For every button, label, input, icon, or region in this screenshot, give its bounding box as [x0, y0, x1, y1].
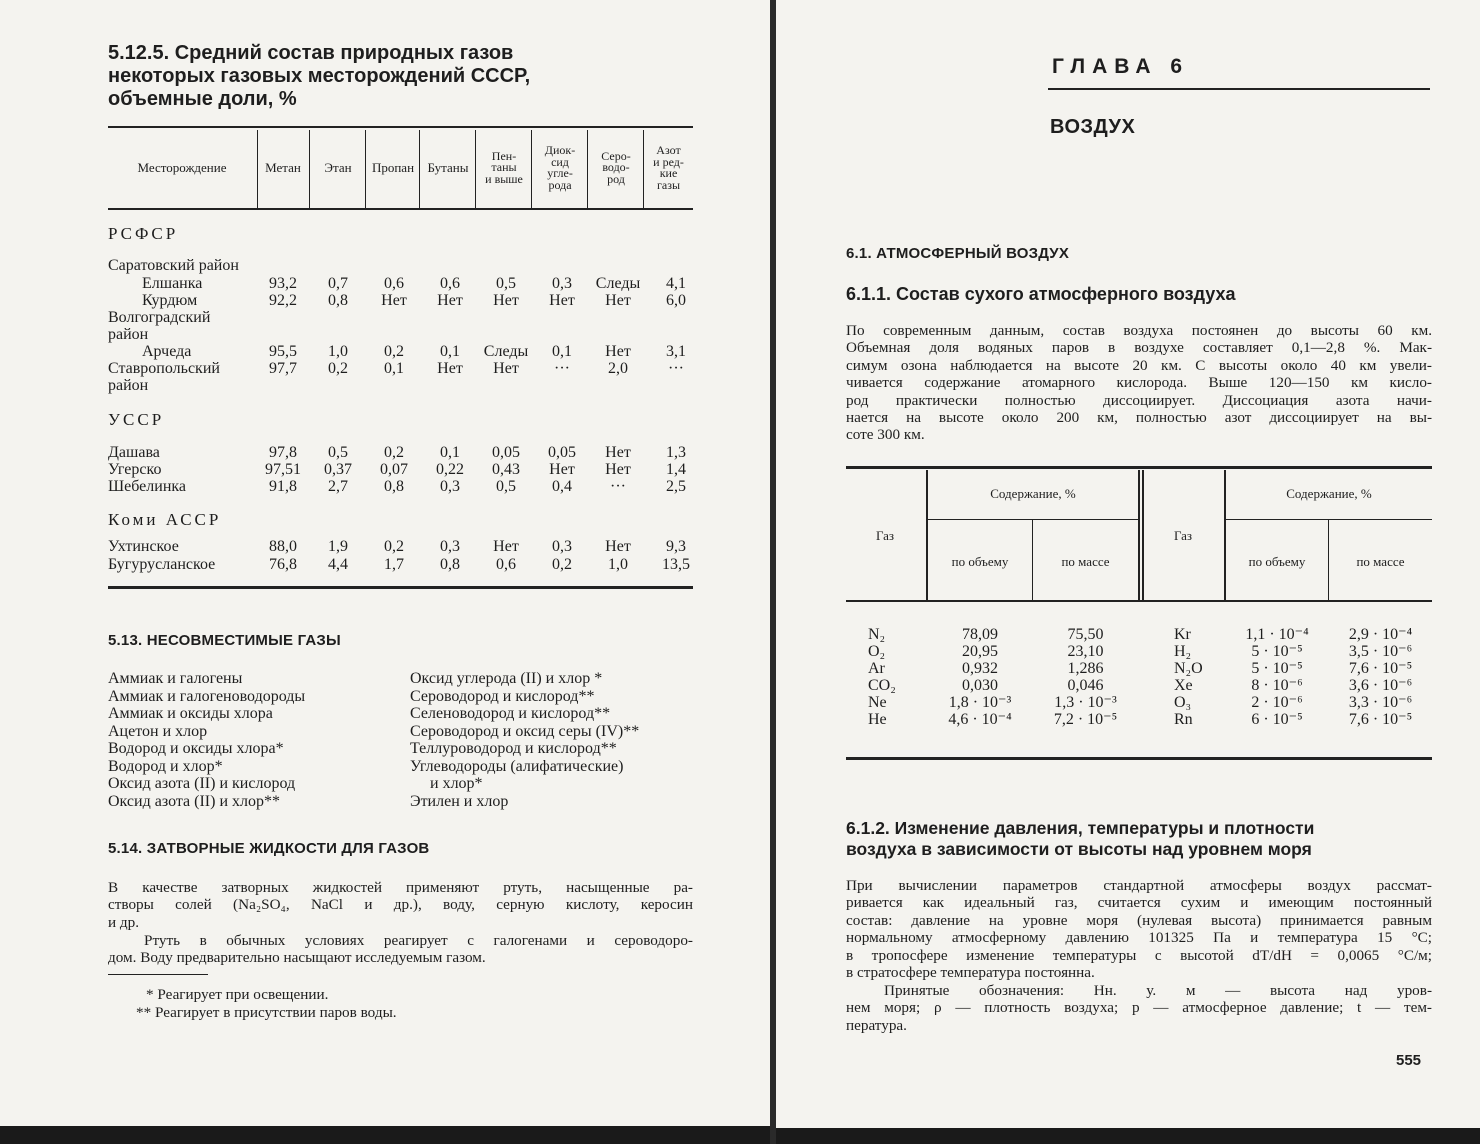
air-table-bottom-rule	[846, 757, 1432, 760]
table-cell: 0,3	[552, 275, 572, 292]
table-cell: 2,0	[608, 360, 628, 377]
list-item: Водород и хлор*	[108, 757, 223, 775]
volume-value: 2 · 10⁻⁶	[1251, 694, 1303, 711]
gas-formula: Kr	[1174, 626, 1191, 643]
paragraph-line: симум озона наблюдается на высоте 20 км. С высоты около 40 км увели-	[846, 356, 1432, 374]
heading-line: 5.12.5. Средний состав природных газов	[108, 42, 514, 64]
table-cell: Следы	[595, 275, 641, 292]
table-row	[0, 326, 700, 343]
mass-value: 3,5 · 10⁻⁶	[1348, 643, 1413, 660]
air-table-subrule	[1226, 519, 1432, 520]
table-header-cell: Азот и ред- кие газы	[653, 143, 684, 192]
paragraph-line: соте 300 км.	[846, 426, 925, 444]
volume-value: 78,09	[962, 626, 998, 643]
paragraph-line: дом. Воду предварительно насыщают исследуемым газом.	[108, 949, 486, 967]
table-cell: 97,51	[265, 461, 301, 478]
paragraph-line: состав: давление на уровне моря (нулевая высота) принимается равным	[846, 911, 1432, 929]
table-cell: Нет	[605, 343, 631, 360]
row-name: Саратовский район	[108, 257, 239, 274]
row-name: район	[108, 326, 149, 343]
gas-formula: Ar	[868, 660, 885, 677]
air-table-row	[776, 626, 1476, 643]
air-table-row	[776, 677, 1476, 694]
gas-formula: N₂	[868, 626, 886, 643]
heading-line: объемные доли, %	[108, 88, 297, 110]
table-cell: 0,3	[552, 538, 572, 555]
table-cell: 0,5	[496, 478, 516, 495]
table-header-cell: Месторождение	[137, 160, 227, 176]
right-page	[776, 0, 1480, 1128]
table-row	[0, 478, 700, 495]
air-table-top-rule	[846, 466, 1432, 469]
volume-value: 5 · 10⁻⁵	[1251, 660, 1303, 677]
table-top-rule	[108, 126, 693, 128]
table-cell: 95,5	[269, 343, 297, 360]
gas-formula: Ne	[868, 694, 887, 711]
paragraph-line: чивается содержание атомарного кислорода. Выше 120—150 км кисло-	[846, 374, 1432, 392]
row-name: Курдюм	[142, 292, 198, 309]
table-cell: 0,8	[328, 292, 348, 309]
table-cell: 0,3	[440, 538, 460, 555]
mass-value: 7,2 · 10⁻⁵	[1053, 711, 1118, 728]
row-name: Волгоградский	[108, 309, 211, 326]
table-cell: 2,7	[328, 478, 348, 495]
table-cell: Нет	[605, 292, 631, 309]
region-heading: Коми АССР	[108, 510, 222, 529]
table-cell: 1,0	[608, 556, 628, 573]
table-row	[0, 275, 700, 292]
table-cell: 2,5	[666, 478, 686, 495]
list-item: Ацетон и хлор	[108, 722, 208, 740]
mass-value: 1,286	[1067, 660, 1104, 677]
gas-formula: Rn	[1174, 711, 1193, 728]
row-name: Бугурусланское	[108, 556, 216, 573]
table-cell: 0,6	[496, 556, 516, 573]
table-cell: Нет	[381, 292, 407, 309]
table-cell: 93,2	[269, 275, 297, 292]
incompatible-list-right	[410, 670, 700, 810]
table-cell: 88,0	[269, 538, 297, 555]
table-cell: 0,5	[496, 275, 516, 292]
mass-value: 23,10	[1067, 643, 1104, 660]
list-item: Оксид азота (II) и хлор**	[108, 792, 280, 810]
footnote-2: ** Реагирует в присутствии паров воды.	[136, 1004, 397, 1021]
list-item: Аммиак и галогеноводороды	[108, 687, 306, 705]
table-cell: 0,1	[384, 360, 404, 377]
table-row	[0, 257, 700, 274]
chapter-label: ГЛАВА 6	[1052, 55, 1190, 78]
footnote-rule	[108, 974, 208, 975]
paragraph-line: Ртуть в обычных условиях реагирует с галогенами и сероводоро-	[144, 932, 693, 949]
table-cell: Нет	[493, 292, 519, 309]
table-row	[0, 343, 700, 360]
air-table-row	[776, 643, 1476, 660]
table-cell: Нет	[605, 538, 631, 555]
section-heading-5-14: 5.14. ЗАТВОРНЫЕ ЖИДКОСТИ ДЛЯ ГАЗОВ	[108, 840, 430, 857]
table-cell: 0,2	[384, 444, 404, 461]
air-header-volume: по объему	[951, 554, 1009, 569]
list-item: Водород и оксиды хлора*	[108, 740, 284, 757]
table-cell: 0,2	[552, 556, 572, 573]
gas-formula: CO₂	[868, 677, 896, 694]
table-cell: 0,4	[552, 478, 572, 495]
table-row	[0, 556, 700, 573]
list-item: Оксид углерода (II) и хлор *	[410, 670, 603, 687]
table-cell: 0,7	[328, 275, 348, 292]
table-header-cell: Метан	[265, 160, 301, 176]
gas-formula: He	[868, 711, 887, 728]
table-cell: 0,05	[548, 444, 576, 461]
region-heading: РСФСР	[108, 224, 179, 243]
mass-value: 7,6 · 10⁻⁵	[1348, 711, 1413, 728]
heading-line: 6.1.2. Изменение давления, температуры и плотности	[846, 818, 1315, 838]
row-name: Елшанка	[142, 275, 203, 292]
table-cell: 0,07	[380, 461, 408, 478]
air-table-divider	[1138, 470, 1140, 600]
air-table-subrule	[928, 519, 1138, 520]
air-header-content: Содержание, %	[1286, 486, 1372, 501]
table-cell: Нет	[437, 292, 463, 309]
table-cell: 1,0	[328, 343, 348, 360]
notation-paragraph	[846, 982, 1432, 1034]
list-item: Оксид азота (II) и кислород	[108, 775, 296, 792]
table-cell: Нет	[493, 538, 519, 555]
region-heading: УССР	[108, 410, 165, 429]
row-name: Ставропольский	[108, 360, 220, 377]
table-cell: ···	[554, 360, 570, 377]
mass-value: 2,9 · 10⁻⁴	[1348, 626, 1413, 643]
table-row	[0, 292, 700, 309]
table-bottom-rule	[108, 586, 693, 589]
table-cell: Нет	[549, 292, 575, 309]
table-cell: 0,1	[440, 444, 460, 461]
table-cell: ···	[610, 478, 626, 495]
paragraph-line: нем моря; ρ — плотность воздуха; p — атмосферное давление; t — тем-	[846, 999, 1432, 1017]
gas-formula: Xe	[1174, 677, 1193, 694]
paragraph-line: в стратосфере температура постоянна.	[846, 964, 1095, 982]
volume-value: 1,1 · 10⁻⁴	[1245, 626, 1309, 643]
air-header-gas: Газ	[875, 528, 895, 543]
chapter-title: ВОЗДУХ	[1050, 116, 1136, 138]
list-item: и хлор*	[430, 775, 483, 792]
table-cell: 9,3	[666, 538, 686, 555]
table-cell: 0,2	[384, 343, 404, 360]
row-name: Арчеда	[142, 343, 192, 360]
table-cell: Нет	[437, 360, 463, 377]
table-cell: 0,22	[436, 461, 464, 478]
table-cell: 0,5	[328, 444, 348, 461]
volume-value: 1,8 · 10⁻³	[948, 694, 1012, 711]
table-row	[0, 444, 700, 461]
section-heading-6-1-2	[846, 818, 1314, 860]
table-cell: 1,9	[328, 538, 348, 555]
volume-value: 20,95	[962, 643, 998, 660]
gas-formula: N₂O	[1174, 660, 1203, 677]
paragraph-line: створы солей (Na₂SO₄, NaCl и др.), воду, серную кислоту, керосин	[108, 896, 693, 914]
mass-value: 0,046	[1067, 677, 1104, 694]
air-table-row	[776, 711, 1476, 728]
table-cell: Нет	[549, 461, 575, 478]
table-cell: Нет	[605, 461, 631, 478]
row-name: район	[108, 377, 149, 394]
paragraph-line: род практически полностью диссоциирует. Диссоциация азота начи-	[846, 391, 1432, 409]
table-header-cell: Пропан	[371, 160, 415, 176]
table-row	[0, 377, 700, 394]
list-item: Сероводород и оксид серы (IV)**	[410, 722, 640, 740]
section-heading-5-12-5	[108, 42, 608, 111]
air-table-row	[776, 660, 1476, 677]
table-cell: 4,4	[328, 556, 348, 573]
composition-paragraph	[846, 322, 1432, 444]
paragraph-line: нается на высоте около 200 км, полностью азот диссоциирует на вы-	[846, 409, 1432, 427]
table-cell: 0,6	[440, 275, 460, 292]
volume-value: 6 · 10⁻⁵	[1251, 711, 1303, 728]
section-heading-5-13: 5.13. НЕСОВМЕСТИМЫЕ ГАЗЫ	[108, 632, 341, 649]
table-cell: 91,8	[269, 478, 297, 495]
paragraph-line: Объемная доля водяных паров в воздухе составляет 0,1—2,8 %. Мак-	[846, 339, 1432, 357]
table-cell: 0,3	[440, 478, 460, 495]
mass-value: 3,6 · 10⁻⁶	[1348, 677, 1413, 694]
paragraph-line: В качестве затворных жидкостей применяют ртуть, насыщенные ра-	[108, 879, 693, 896]
incompatible-list-left	[108, 670, 398, 810]
air-table-row	[776, 694, 1476, 711]
air-header-mass: по массе	[1061, 554, 1110, 569]
chapter-rule	[1048, 88, 1430, 90]
table-cell: 6,0	[666, 292, 686, 309]
table-cell: Нет	[493, 360, 519, 377]
table-cell: 92,2	[269, 292, 297, 309]
list-item: Этилен и хлор	[410, 792, 509, 810]
section-heading-6-1-1: 6.1.1. Состав сухого атмосферного воздуха	[846, 284, 1236, 304]
table-cell: 97,8	[269, 444, 297, 461]
table-cell: 0,8	[440, 556, 460, 573]
table-cell: 4,1	[666, 275, 686, 292]
paragraph-line: и др.	[108, 913, 140, 931]
volume-value: 5 · 10⁻⁵	[1251, 643, 1303, 660]
paragraph-line: нормальному атмосферному давлению 101325 Па и температура 15 °С;	[846, 929, 1432, 947]
list-item: Аммиак и оксиды хлора	[108, 705, 273, 722]
table-cell: 0,05	[492, 444, 520, 461]
heading-line: некоторых газовых месторождений СССР,	[108, 65, 531, 87]
footnote-1: * Реагирует при освещении.	[146, 986, 329, 1003]
table-cell: 0,37	[324, 461, 352, 478]
list-item: Сероводород и кислород**	[410, 687, 595, 705]
table-cell: 0,1	[440, 343, 460, 360]
table-cell: 3,1	[666, 343, 686, 360]
table-cell: Нет	[605, 444, 631, 461]
air-table-header-rule	[846, 600, 1432, 602]
atmosphere-paragraph	[846, 877, 1432, 981]
air-header-content: Содержание, %	[990, 486, 1076, 501]
table-cell: 97,7	[269, 360, 297, 377]
air-header-gas: Газ	[1173, 528, 1193, 543]
row-name: Ухтинское	[108, 538, 179, 555]
table-header-cell: Серо- водо- род	[601, 148, 631, 186]
table-cell: 1,3	[666, 444, 686, 461]
volume-value: 0,030	[962, 677, 998, 694]
mass-value: 75,50	[1067, 626, 1104, 643]
section-heading-6-1: 6.1. АТМОСФЕРНЫЙ ВОЗДУХ	[846, 245, 1070, 262]
page-number: 555	[1396, 1052, 1422, 1069]
paragraph-line: ривается как идеальный газ, считается сухим и имеющим постоянный	[846, 894, 1432, 912]
list-item: Теллуроводород и кислород**	[410, 740, 617, 757]
volume-value: 0,932	[962, 660, 998, 677]
mass-value: 3,3 · 10⁻⁶	[1348, 694, 1413, 711]
table-header-rule	[108, 208, 693, 210]
volume-value: 4,6 · 10⁻⁴	[948, 711, 1012, 728]
mass-value: 1,3 · 10⁻³	[1054, 694, 1117, 711]
table-header-cell: Диок- сид угле- рода	[544, 143, 576, 192]
table-cell: 0,1	[552, 343, 572, 360]
table-cell: 0,43	[492, 461, 520, 478]
list-item: Селеноводород и кислород**	[410, 705, 611, 722]
gas-formula: O₃	[1174, 694, 1192, 711]
air-header-mass: по массе	[1356, 554, 1405, 569]
table-header-cell: Пен- таны и выше	[485, 148, 523, 186]
table-cell: 1,4	[666, 461, 686, 478]
paragraph-line: Принятые обозначения: Hн. у. м — высота над уров-	[884, 982, 1432, 999]
table-cell: 0,8	[384, 478, 404, 495]
heading-line: воздуха в зависимости от высоты над уровнем моря	[846, 839, 1312, 859]
paragraph-line: пература.	[846, 1016, 907, 1034]
paragraph-line: По современным данным, состав воздуха постоянен до высоты 60 км.	[846, 322, 1432, 339]
table-cell: 1,7	[384, 556, 404, 573]
air-header-volume: по объему	[1248, 554, 1306, 569]
table-cell: 13,5	[662, 556, 690, 573]
table-row	[0, 360, 700, 377]
gas-formula: H₂	[1174, 643, 1192, 660]
table-cell: Следы	[483, 343, 529, 360]
seal-paragraph-1	[108, 879, 693, 931]
table-cell: 0,2	[384, 538, 404, 555]
table-row	[0, 461, 700, 478]
table-row	[0, 538, 700, 555]
gas-formula: O₂	[868, 643, 886, 660]
mass-value: 7,6 · 10⁻⁵	[1348, 660, 1413, 677]
row-name: Дашава	[108, 444, 160, 461]
seal-paragraph-2	[108, 932, 693, 967]
table-header-cell: Этан	[324, 160, 352, 176]
table-row	[0, 309, 700, 326]
volume-value: 8 · 10⁻⁶	[1251, 677, 1303, 694]
row-name: Угерско	[108, 461, 162, 478]
list-item: Углеводороды (алифатические)	[410, 757, 624, 775]
paragraph-line: в тропосфере изменение температуры с высотой dT/dH = 0,0065 °С/м;	[846, 946, 1432, 964]
table-cell: 0,6	[384, 275, 404, 292]
list-item: Аммиак и галогены	[108, 670, 243, 687]
table-header-cell: Бутаны	[427, 160, 469, 176]
row-name: Шебелинка	[108, 478, 187, 495]
table-cell: 0,2	[328, 360, 348, 377]
table-cell: 76,8	[269, 556, 297, 573]
paragraph-line: При вычислении параметров стандартной атмосферы воздух рассмат-	[846, 877, 1432, 894]
table-cell: ···	[668, 360, 684, 377]
